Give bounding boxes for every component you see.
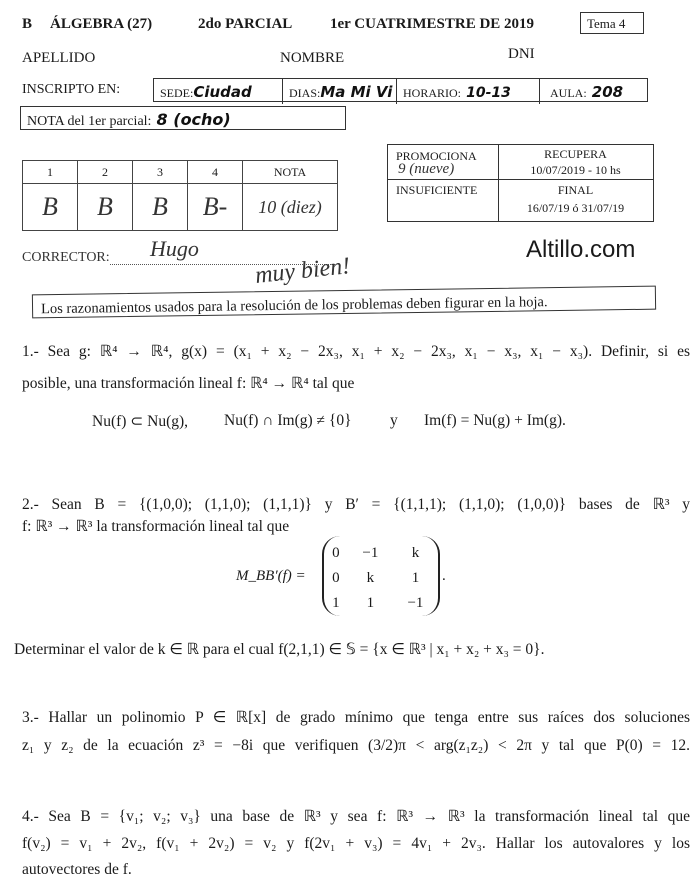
- matrix-cell: 1: [411, 570, 420, 586]
- promociona-value: 9 (nueve): [398, 161, 455, 177]
- problem-4-line-2: f(v₂) = v₁ + 2v₂, f(v₁ + 2v₂) = v₂ y f(2v₁ + v₃) = 4v₁ + 2v₃. Hallar los autovalores y los: [22, 835, 690, 852]
- problem-1-cond-3: Im(f) = Nu(g) + Im(g).: [424, 412, 566, 429]
- aula-field: [539, 79, 623, 104]
- inscripto-box: [153, 78, 648, 102]
- horario-value: 10-13: [466, 85, 511, 101]
- problem-4-line-1: 4.- Sea B = {v₁; v₂; v₃} una base de ℝ³ y sea f: ℝ³ → ℝ³ la transformación lineal tal que: [22, 808, 690, 825]
- notice-text: Los razonamientos usados para la resolución de los problemas deben figurar en la hoja.: [40, 294, 548, 318]
- exam-name: 2do PARCIAL: [198, 16, 293, 32]
- corrector-label: CORRECTOR:: [22, 250, 110, 265]
- problem-1-line-1: 1.- Sea g: ℝ⁴ → ℝ⁴, g(x) = (x₁ + x₂ − 2x₃, x₁ + x₂ − 2x₃, x₁ − x₃, x₁ − x₃). Definir, si es: [22, 343, 690, 360]
- problem-3-line-1: 3.- Hallar un polinomio P ∈ ℝ[x] de grado mínimo que tenga entre sus raíces dos soluciones: [22, 709, 690, 726]
- final-label: FINAL: [557, 183, 594, 197]
- problem-2-line-3: Determinar el valor de k ∈ ℝ para el cual f(2,1,1) ∈ 𝕊 = {x ∈ ℝ³ | x₁ + x₂ + x₃ = 0}.: [14, 641, 545, 658]
- promociona-label: PROMOCIONA: [396, 149, 477, 163]
- tema-badge: Tema 4: [580, 12, 644, 34]
- problem-3-line-2: z₁ y z₂ de la ecuación z³ = −8i que verifiquen (3/2)π < arg(z₁z₂) < 2π y tal que P(0) = 12.: [22, 737, 690, 754]
- matrix-cell: −1: [362, 545, 379, 561]
- matrix-cell: k: [366, 570, 375, 586]
- inscripto-label: INSCRIPTO EN:: [22, 82, 121, 97]
- sede-value: Ciudad: [193, 83, 252, 101]
- dias-value: Ma Mi Vi: [320, 83, 393, 101]
- grade-header: NOTA: [243, 161, 338, 184]
- horario-field: [396, 79, 511, 104]
- grade-header: 3: [133, 161, 188, 184]
- header-letter: B: [22, 16, 33, 32]
- insuficiente-label: INSUFICIENTE: [396, 183, 478, 197]
- matrix-cell: 1: [366, 595, 375, 611]
- nota-primer-parcial-label: NOTA del 1er parcial:: [27, 114, 152, 129]
- grade-header: 2: [78, 161, 133, 184]
- status-divider-h: [388, 179, 653, 180]
- altillo-logo: Altillo.com: [526, 236, 636, 263]
- nota-primer-parcial-value: 8 (ocho): [156, 110, 231, 129]
- matrix: [322, 536, 440, 616]
- matrix-cell: k: [411, 545, 420, 561]
- matrix-cell: 0: [332, 545, 340, 561]
- recupera-date: 10/07/2019 - 10 hs: [530, 163, 621, 177]
- problem-2-line-2: f: ℝ³ → ℝ³ la transformación lineal tal que: [22, 518, 290, 535]
- nombre-label: NOMBRE: [280, 50, 345, 66]
- final-dates: 16/07/19 ó 31/07/19: [526, 201, 625, 215]
- problem-1-cond-1: Nu(f) ⊂ Nu(g),: [92, 413, 189, 430]
- matrix-cell: 0: [332, 570, 340, 586]
- problem-1-conj: y: [390, 412, 398, 429]
- dni-label: DNI: [508, 46, 535, 62]
- grade-header: 4: [188, 161, 243, 184]
- matrix-label: M_BB′(f) =: [236, 568, 306, 584]
- grade-value: B: [23, 184, 78, 231]
- aula-value: 208: [591, 83, 624, 101]
- matrix-cell: 1: [332, 595, 340, 611]
- matrix-cell: −1: [407, 595, 424, 611]
- corrector-comment: muy bien!: [253, 253, 352, 289]
- sede-field: [160, 82, 252, 101]
- recupera-label: RECUPERA: [544, 147, 607, 161]
- problem-2-line-1: 2.- Sean B = {(1,0,0); (1,1,0); (1,1,1)} y B′ = {(1,1,1); (1,1,0); (1,0,0)} bases de ℝ³ y: [22, 496, 690, 513]
- problem-1-line-2: posible, una transformación lineal f: ℝ⁴ → ℝ⁴ tal que: [22, 375, 355, 392]
- notice-box: [32, 286, 656, 319]
- grades-table: [22, 160, 338, 231]
- dias-field: [282, 79, 392, 104]
- problem-1-cond-2: Nu(f) ∩ Im(g) ≠ {0}: [224, 412, 352, 429]
- dias-label: DIAS:: [289, 86, 321, 100]
- grade-value: B: [78, 184, 133, 231]
- problem-4-line-3: autovectores de f.: [22, 861, 132, 878]
- grade-header: 1: [23, 161, 78, 184]
- term: 1er CUATRIMESTRE DE 2019: [330, 16, 535, 32]
- aula-label: AULA:: [550, 86, 587, 100]
- apellido-label: APELLIDO: [22, 50, 96, 66]
- grade-total: 10 (diez): [243, 184, 338, 231]
- sede-label: SEDE:: [160, 86, 194, 100]
- grade-value: B: [133, 184, 188, 231]
- matrix-end: .: [442, 568, 446, 584]
- subject-title: ÁLGEBRA (27): [50, 16, 153, 32]
- corrector-signature: Hugo: [150, 236, 199, 261]
- grade-value: B-: [188, 184, 243, 231]
- status-box: [387, 144, 654, 222]
- nota-primer-parcial-box: [20, 106, 346, 130]
- horario-label: HORARIO:: [403, 86, 462, 100]
